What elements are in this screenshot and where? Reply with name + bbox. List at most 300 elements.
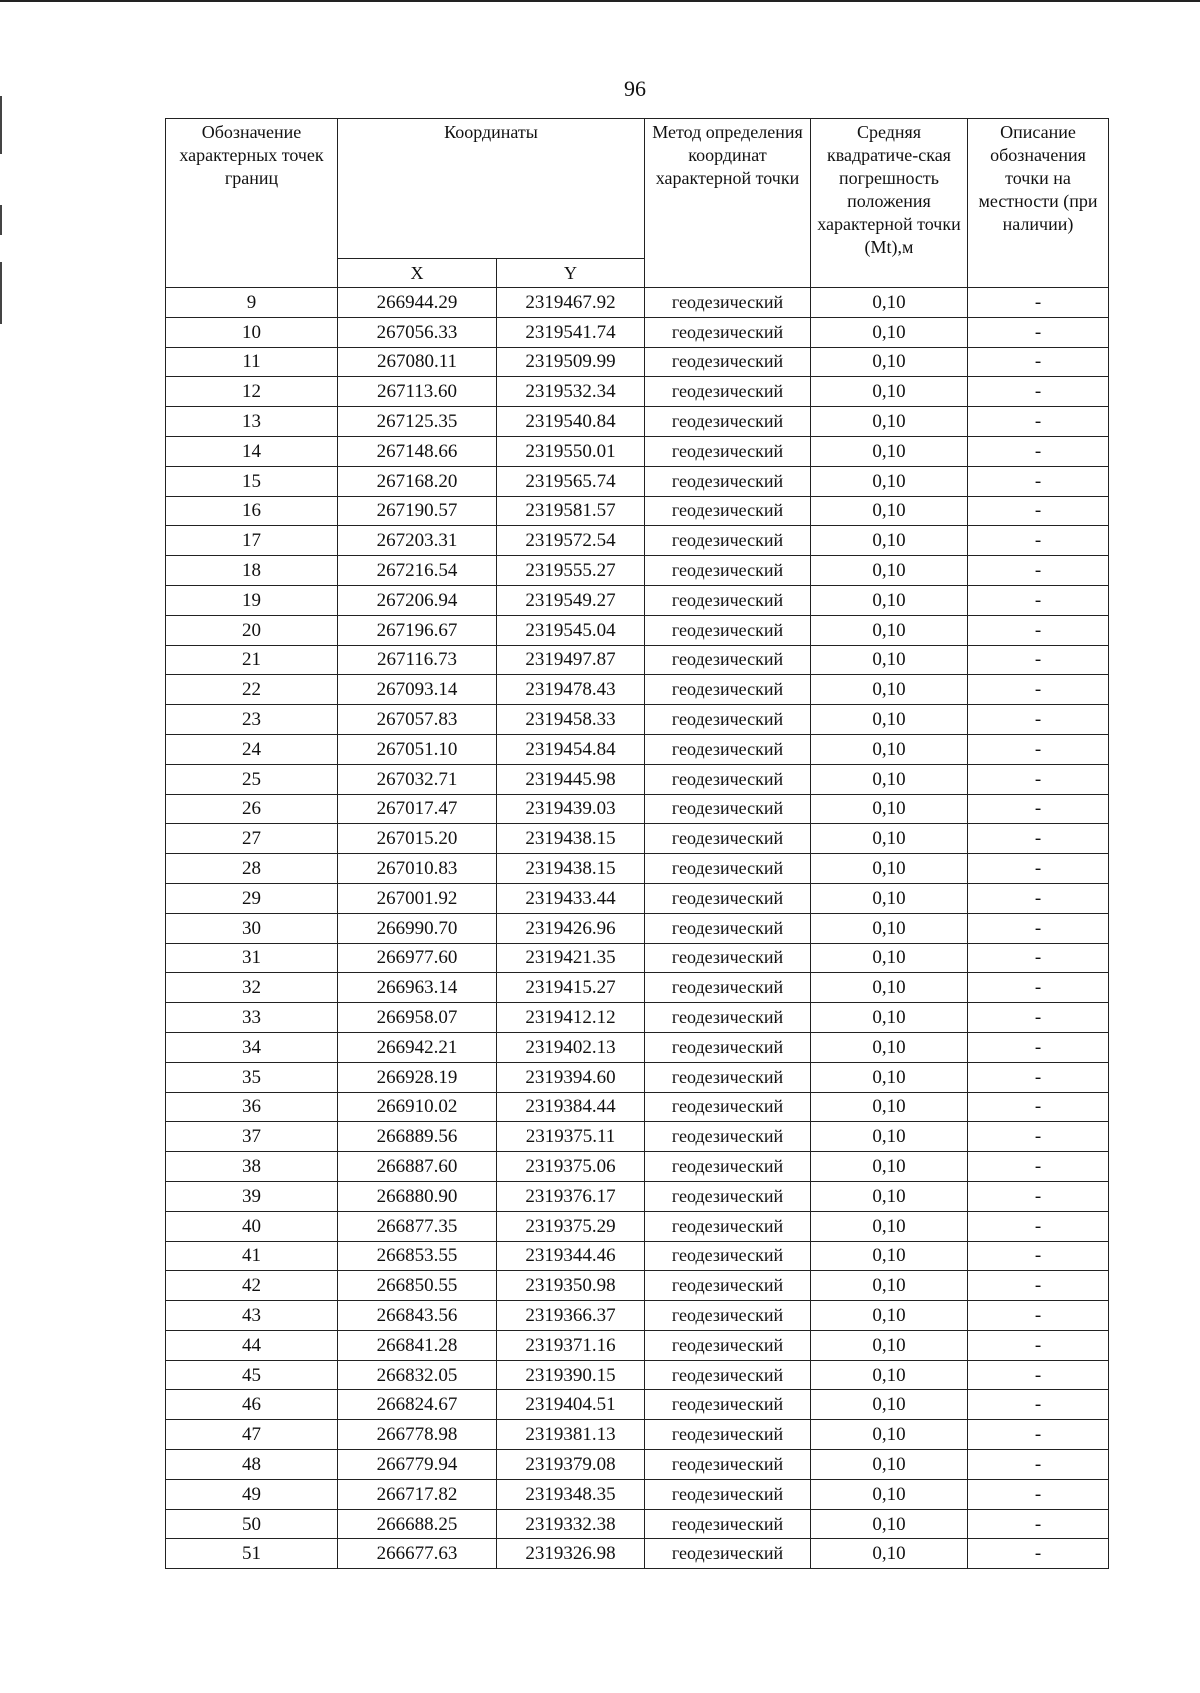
table-row — [166, 645, 1109, 675]
cell-method: геодезический — [645, 1360, 811, 1390]
cell-description: - — [968, 1301, 1109, 1331]
cell-y: 2319555.27 — [497, 556, 645, 586]
cell-description: - — [968, 705, 1109, 735]
table-row — [166, 705, 1109, 735]
cell-description: - — [968, 436, 1109, 466]
table-row — [166, 734, 1109, 764]
cell-mt: 0,10 — [811, 734, 968, 764]
cell-mt: 0,10 — [811, 496, 968, 526]
cell-point-number: 44 — [166, 1330, 338, 1360]
cell-y: 2319350.98 — [497, 1271, 645, 1301]
cell-point-number: 29 — [166, 883, 338, 913]
header-method: Метод определения координат характерной точки — [645, 119, 811, 288]
cell-y: 2319426.96 — [497, 913, 645, 943]
cell-mt: 0,10 — [811, 1181, 968, 1211]
cell-x: 267125.35 — [338, 407, 497, 437]
cell-mt: 0,10 — [811, 1301, 968, 1331]
cell-point-number: 25 — [166, 764, 338, 794]
cell-y: 2319390.15 — [497, 1360, 645, 1390]
cell-x: 267010.83 — [338, 854, 497, 884]
cell-mt: 0,10 — [811, 1003, 968, 1033]
cell-point-number: 24 — [166, 734, 338, 764]
cell-point-number: 38 — [166, 1152, 338, 1182]
cell-point-number: 34 — [166, 1032, 338, 1062]
cell-method: геодезический — [645, 585, 811, 615]
cell-description: - — [968, 1479, 1109, 1509]
cell-method: геодезический — [645, 764, 811, 794]
cell-description: - — [968, 1360, 1109, 1390]
cell-description: - — [968, 1390, 1109, 1420]
cell-x: 267080.11 — [338, 347, 497, 377]
cell-y: 2319438.15 — [497, 854, 645, 884]
table-row — [166, 913, 1109, 943]
cell-mt: 0,10 — [811, 407, 968, 437]
cell-description: - — [968, 1450, 1109, 1480]
cell-mt: 0,10 — [811, 675, 968, 705]
cell-mt: 0,10 — [811, 615, 968, 645]
cell-mt: 0,10 — [811, 1509, 968, 1539]
table-row — [166, 1211, 1109, 1241]
header-error: Средняя квадратиче-ская погрешность положения характерной точки (Mt),м — [811, 119, 968, 288]
cell-mt: 0,10 — [811, 973, 968, 1003]
cell-y: 2319581.57 — [497, 496, 645, 526]
cell-y: 2319421.35 — [497, 943, 645, 973]
cell-y: 2319384.44 — [497, 1092, 645, 1122]
table-row — [166, 973, 1109, 1003]
cell-method: геодезический — [645, 794, 811, 824]
table-row — [166, 1479, 1109, 1509]
cell-description: - — [968, 883, 1109, 913]
cell-method: геодезический — [645, 1003, 811, 1033]
cell-description: - — [968, 734, 1109, 764]
cell-point-number: 30 — [166, 913, 338, 943]
table-row — [166, 288, 1109, 318]
cell-method: геодезический — [645, 705, 811, 735]
table-row — [166, 943, 1109, 973]
cell-point-number: 47 — [166, 1420, 338, 1450]
cell-method: геодезический — [645, 466, 811, 496]
cell-x: 266853.55 — [338, 1241, 497, 1271]
cell-y: 2319509.99 — [497, 347, 645, 377]
header-point: Обозначение характерных точек границ — [166, 119, 338, 288]
cell-description: - — [968, 1122, 1109, 1152]
scan-top-border — [0, 0, 1200, 2]
cell-point-number: 35 — [166, 1062, 338, 1092]
header-x: X — [338, 259, 497, 288]
cell-method: геодезический — [645, 1539, 811, 1569]
cell-method: геодезический — [645, 645, 811, 675]
cell-y: 2319550.01 — [497, 436, 645, 466]
table-row — [166, 1032, 1109, 1062]
cell-y: 2319549.27 — [497, 585, 645, 615]
cell-point-number: 41 — [166, 1241, 338, 1271]
cell-method: геодезический — [645, 1390, 811, 1420]
cell-mt: 0,10 — [811, 317, 968, 347]
cell-mt: 0,10 — [811, 1092, 968, 1122]
cell-mt: 0,10 — [811, 556, 968, 586]
cell-point-number: 40 — [166, 1211, 338, 1241]
cell-point-number: 20 — [166, 615, 338, 645]
cell-y: 2319381.13 — [497, 1420, 645, 1450]
cell-x: 267216.54 — [338, 556, 497, 586]
cell-method: геодезический — [645, 526, 811, 556]
cell-x: 267032.71 — [338, 764, 497, 794]
cell-mt: 0,10 — [811, 1420, 968, 1450]
cell-method: геодезический — [645, 377, 811, 407]
table-row — [166, 1092, 1109, 1122]
cell-mt: 0,10 — [811, 1360, 968, 1390]
cell-description: - — [968, 1152, 1109, 1182]
cell-point-number: 51 — [166, 1539, 338, 1569]
cell-x: 266877.35 — [338, 1211, 497, 1241]
cell-mt: 0,10 — [811, 526, 968, 556]
cell-mt: 0,10 — [811, 466, 968, 496]
table-row — [166, 675, 1109, 705]
table-row — [166, 377, 1109, 407]
cell-y: 2319379.08 — [497, 1450, 645, 1480]
cell-description: - — [968, 913, 1109, 943]
cell-x: 266889.56 — [338, 1122, 497, 1152]
scan-edge-mark — [0, 96, 2, 154]
header-description: Описание обозначения точки на местности (при наличии) — [968, 119, 1109, 288]
cell-mt: 0,10 — [811, 1539, 968, 1569]
cell-description: - — [968, 1211, 1109, 1241]
table-row — [166, 1241, 1109, 1271]
cell-method: геодезический — [645, 883, 811, 913]
cell-mt: 0,10 — [811, 347, 968, 377]
cell-description: - — [968, 824, 1109, 854]
cell-x: 266778.98 — [338, 1420, 497, 1450]
cell-mt: 0,10 — [811, 645, 968, 675]
cell-description: - — [968, 645, 1109, 675]
cell-y: 2319375.11 — [497, 1122, 645, 1152]
table-row — [166, 1330, 1109, 1360]
cell-description: - — [968, 407, 1109, 437]
cell-method: геодезический — [645, 1479, 811, 1509]
table-row — [166, 556, 1109, 586]
cell-point-number: 32 — [166, 973, 338, 1003]
cell-mt: 0,10 — [811, 943, 968, 973]
table-row — [166, 1062, 1109, 1092]
cell-mt: 0,10 — [811, 794, 968, 824]
cell-y: 2319478.43 — [497, 675, 645, 705]
cell-x: 266944.29 — [338, 288, 497, 318]
cell-x: 266850.55 — [338, 1271, 497, 1301]
cell-x: 266958.07 — [338, 1003, 497, 1033]
cell-x: 266824.67 — [338, 1390, 497, 1420]
cell-x: 266977.60 — [338, 943, 497, 973]
cell-point-number: 26 — [166, 794, 338, 824]
cell-point-number: 14 — [166, 436, 338, 466]
cell-x: 267057.83 — [338, 705, 497, 735]
cell-y: 2319545.04 — [497, 615, 645, 645]
cell-y: 2319541.74 — [497, 317, 645, 347]
cell-y: 2319415.27 — [497, 973, 645, 1003]
cell-point-number: 10 — [166, 317, 338, 347]
cell-point-number: 19 — [166, 585, 338, 615]
cell-y: 2319394.60 — [497, 1062, 645, 1092]
cell-mt: 0,10 — [811, 436, 968, 466]
cell-mt: 0,10 — [811, 824, 968, 854]
cell-method: геодезический — [645, 1509, 811, 1539]
cell-point-number: 31 — [166, 943, 338, 973]
cell-x: 266887.60 — [338, 1152, 497, 1182]
cell-x: 267056.33 — [338, 317, 497, 347]
page-number: 96 — [624, 76, 646, 101]
cell-method: геодезический — [645, 496, 811, 526]
table-row — [166, 824, 1109, 854]
table-row — [166, 1539, 1109, 1569]
cell-method: геодезический — [645, 1152, 811, 1182]
cell-method: геодезический — [645, 675, 811, 705]
cell-mt: 0,10 — [811, 883, 968, 913]
cell-method: геодезический — [645, 913, 811, 943]
cell-y: 2319412.12 — [497, 1003, 645, 1033]
cell-y: 2319540.84 — [497, 407, 645, 437]
table-row — [166, 1420, 1109, 1450]
cell-point-number: 45 — [166, 1360, 338, 1390]
cell-method: геодезический — [645, 734, 811, 764]
cell-description: - — [968, 317, 1109, 347]
cell-mt: 0,10 — [811, 288, 968, 318]
table-row — [166, 764, 1109, 794]
cell-description: - — [968, 794, 1109, 824]
cell-method: геодезический — [645, 436, 811, 466]
table-row — [166, 496, 1109, 526]
cell-y: 2319565.74 — [497, 466, 645, 496]
cell-mt: 0,10 — [811, 1390, 968, 1420]
cell-description: - — [968, 585, 1109, 615]
cell-point-number: 36 — [166, 1092, 338, 1122]
cell-method: геодезический — [645, 973, 811, 1003]
cell-mt: 0,10 — [811, 1271, 968, 1301]
cell-method: геодезический — [645, 615, 811, 645]
cell-x: 266779.94 — [338, 1450, 497, 1480]
cell-point-number: 9 — [166, 288, 338, 318]
cell-point-number: 18 — [166, 556, 338, 586]
table-row — [166, 1509, 1109, 1539]
cell-point-number: 49 — [166, 1479, 338, 1509]
cell-y: 2319375.29 — [497, 1211, 645, 1241]
cell-y: 2319375.06 — [497, 1152, 645, 1182]
cell-x: 267113.60 — [338, 377, 497, 407]
cell-y: 2319332.38 — [497, 1509, 645, 1539]
cell-method: геодезический — [645, 288, 811, 318]
cell-mt: 0,10 — [811, 1152, 968, 1182]
cell-x: 266942.21 — [338, 1032, 497, 1062]
cell-method: геодезический — [645, 943, 811, 973]
cell-x: 266910.02 — [338, 1092, 497, 1122]
cell-method: геодезический — [645, 1271, 811, 1301]
cell-x: 266832.05 — [338, 1360, 497, 1390]
cell-method: геодезический — [645, 1241, 811, 1271]
cell-point-number: 12 — [166, 377, 338, 407]
cell-point-number: 17 — [166, 526, 338, 556]
cell-y: 2319497.87 — [497, 645, 645, 675]
cell-description: - — [968, 764, 1109, 794]
cell-y: 2319433.44 — [497, 883, 645, 913]
cell-x: 267015.20 — [338, 824, 497, 854]
cell-x: 266928.19 — [338, 1062, 497, 1092]
table-row — [166, 407, 1109, 437]
table-row — [166, 1003, 1109, 1033]
cell-y: 2319467.92 — [497, 288, 645, 318]
cell-description: - — [968, 854, 1109, 884]
cell-y: 2319326.98 — [497, 1539, 645, 1569]
cell-description: - — [968, 347, 1109, 377]
header-y: Y — [497, 259, 645, 288]
cell-mt: 0,10 — [811, 1450, 968, 1480]
cell-y: 2319402.13 — [497, 1032, 645, 1062]
cell-x: 266843.56 — [338, 1301, 497, 1331]
cell-x: 267051.10 — [338, 734, 497, 764]
cell-x: 267001.92 — [338, 883, 497, 913]
cell-point-number: 28 — [166, 854, 338, 884]
cell-description: - — [968, 556, 1109, 586]
cell-method: геодезический — [645, 1450, 811, 1480]
cell-x: 267168.20 — [338, 466, 497, 496]
cell-method: геодезический — [645, 556, 811, 586]
cell-method: геодезический — [645, 1032, 811, 1062]
cell-description: - — [968, 973, 1109, 1003]
cell-mt: 0,10 — [811, 1479, 968, 1509]
cell-mt: 0,10 — [811, 1330, 968, 1360]
table-row — [166, 1390, 1109, 1420]
cell-description: - — [968, 1420, 1109, 1450]
cell-x: 267203.31 — [338, 526, 497, 556]
table-row — [166, 883, 1109, 913]
scan-edge-mark — [0, 262, 2, 324]
cell-description: - — [968, 288, 1109, 318]
cell-y: 2319376.17 — [497, 1181, 645, 1211]
cell-point-number: 11 — [166, 347, 338, 377]
cell-description: - — [968, 615, 1109, 645]
cell-x: 266841.28 — [338, 1330, 497, 1360]
cell-y: 2319344.46 — [497, 1241, 645, 1271]
cell-description: - — [968, 1271, 1109, 1301]
cell-description: - — [968, 526, 1109, 556]
cell-mt: 0,10 — [811, 377, 968, 407]
cell-method: геодезический — [645, 1092, 811, 1122]
scan-edge-mark — [0, 205, 2, 235]
cell-y: 2319438.15 — [497, 824, 645, 854]
cell-description: - — [968, 377, 1109, 407]
cell-method: геодезический — [645, 317, 811, 347]
cell-y: 2319348.35 — [497, 1479, 645, 1509]
cell-mt: 0,10 — [811, 705, 968, 735]
cell-description: - — [968, 1241, 1109, 1271]
cell-x: 267196.67 — [338, 615, 497, 645]
table-row — [166, 1360, 1109, 1390]
cell-mt: 0,10 — [811, 1122, 968, 1152]
boundary-points-table — [165, 118, 1109, 1569]
cell-point-number: 43 — [166, 1301, 338, 1331]
cell-point-number: 13 — [166, 407, 338, 437]
cell-point-number: 27 — [166, 824, 338, 854]
cell-x: 266990.70 — [338, 913, 497, 943]
cell-y: 2319366.37 — [497, 1301, 645, 1331]
table-row — [166, 1301, 1109, 1331]
cell-method: геодезический — [645, 347, 811, 377]
header-coordinates: Координаты — [338, 119, 645, 259]
cell-x: 267206.94 — [338, 585, 497, 615]
table-row — [166, 585, 1109, 615]
cell-y: 2319454.84 — [497, 734, 645, 764]
cell-x: 266880.90 — [338, 1181, 497, 1211]
table-row — [166, 854, 1109, 884]
cell-description: - — [968, 1032, 1109, 1062]
cell-description: - — [968, 1092, 1109, 1122]
cell-description: - — [968, 1181, 1109, 1211]
cell-method: геодезический — [645, 1122, 811, 1152]
table-row — [166, 466, 1109, 496]
cell-x: 267116.73 — [338, 645, 497, 675]
cell-description: - — [968, 943, 1109, 973]
cell-x: 266717.82 — [338, 1479, 497, 1509]
cell-mt: 0,10 — [811, 913, 968, 943]
cell-mt: 0,10 — [811, 764, 968, 794]
cell-method: геодезический — [645, 1420, 811, 1450]
cell-point-number: 48 — [166, 1450, 338, 1480]
cell-method: геодезический — [645, 407, 811, 437]
cell-description: - — [968, 1062, 1109, 1092]
cell-point-number: 33 — [166, 1003, 338, 1033]
cell-y: 2319445.98 — [497, 764, 645, 794]
cell-x: 267093.14 — [338, 675, 497, 705]
cell-x: 267017.47 — [338, 794, 497, 824]
cell-y: 2319439.03 — [497, 794, 645, 824]
cell-point-number: 37 — [166, 1122, 338, 1152]
cell-point-number: 15 — [166, 466, 338, 496]
cell-description: - — [968, 1539, 1109, 1569]
cell-y: 2319458.33 — [497, 705, 645, 735]
cell-point-number: 39 — [166, 1181, 338, 1211]
cell-description: - — [968, 1003, 1109, 1033]
cell-y: 2319532.34 — [497, 377, 645, 407]
cell-x: 267148.66 — [338, 436, 497, 466]
cell-method: геодезический — [645, 1330, 811, 1360]
table-row — [166, 1271, 1109, 1301]
table-row — [166, 317, 1109, 347]
cell-description: - — [968, 1509, 1109, 1539]
cell-mt: 0,10 — [811, 854, 968, 884]
cell-mt: 0,10 — [811, 1241, 968, 1271]
cell-point-number: 42 — [166, 1271, 338, 1301]
cell-description: - — [968, 466, 1109, 496]
cell-method: геодезический — [645, 1062, 811, 1092]
table-row — [166, 347, 1109, 377]
table-body — [166, 288, 1109, 1569]
cell-mt: 0,10 — [811, 1062, 968, 1092]
cell-y: 2319371.16 — [497, 1330, 645, 1360]
cell-x: 266688.25 — [338, 1509, 497, 1539]
cell-description: - — [968, 675, 1109, 705]
cell-point-number: 23 — [166, 705, 338, 735]
cell-x: 267190.57 — [338, 496, 497, 526]
cell-point-number: 46 — [166, 1390, 338, 1420]
table-row — [166, 1122, 1109, 1152]
cell-y: 2319572.54 — [497, 526, 645, 556]
cell-x: 266677.63 — [338, 1539, 497, 1569]
table-row — [166, 794, 1109, 824]
cell-mt: 0,10 — [811, 1211, 968, 1241]
cell-point-number: 21 — [166, 645, 338, 675]
cell-description: - — [968, 1330, 1109, 1360]
cell-mt: 0,10 — [811, 585, 968, 615]
cell-y: 2319404.51 — [497, 1390, 645, 1420]
table-row — [166, 526, 1109, 556]
cell-point-number: 22 — [166, 675, 338, 705]
